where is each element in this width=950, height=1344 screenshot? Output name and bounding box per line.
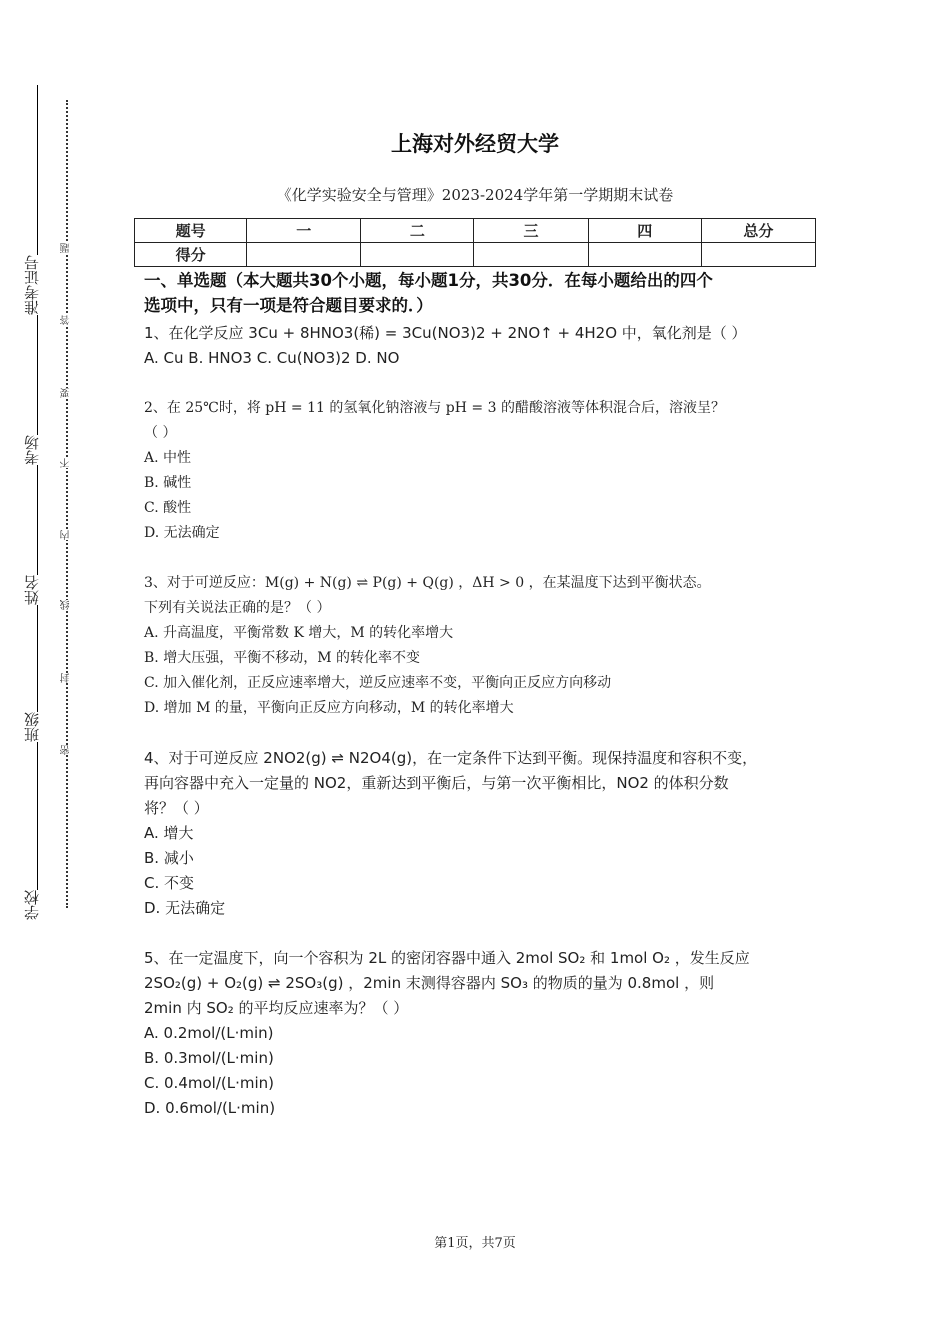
score-table-row <box>135 243 816 267</box>
seal-char: 密 <box>61 745 72 755</box>
score-cell[interactable] <box>588 243 701 267</box>
field-exam-number-label: 准考证号 <box>20 255 44 315</box>
field-school-label: 学校 <box>20 890 44 920</box>
option-a: A. 升高温度，平衡常数 K 增大，M 的转化率增大 <box>144 625 454 641</box>
question-5 <box>144 946 819 1121</box>
option-c: C. 不变 <box>144 874 195 892</box>
score-table-header-row <box>135 219 816 243</box>
question-options-line: A. Cu B. HNO3 C. Cu(NO3)2 D. NO <box>144 349 400 367</box>
score-header-cell: 一 <box>247 219 361 243</box>
option-d: D. 0.6mol/(L·min) <box>144 1099 276 1117</box>
seal-char: 题 <box>61 243 72 253</box>
seal-char: 线 <box>61 600 72 610</box>
option-b: B. 减小 <box>144 849 194 867</box>
page-footer: 第1页，共7页 <box>434 1236 516 1251</box>
seal-char: 要 <box>61 388 72 398</box>
score-cell[interactable] <box>701 243 815 267</box>
score-cell[interactable] <box>247 243 361 267</box>
exam-subtitle: 《化学实验安全与管理》2023-2024学年第一学期期末试卷 <box>276 186 674 204</box>
question-4 <box>144 746 819 921</box>
section-heading-line: 一、单选题（本大题共30个小题，每小题1分，共30分．在每小题给出的四个 <box>144 271 713 290</box>
question-1 <box>144 321 819 371</box>
option-c: C. 0.4mol/(L·min) <box>144 1074 274 1092</box>
option-a: A. 0.2mol/(L·min) <box>144 1024 274 1042</box>
score-cell[interactable] <box>361 243 474 267</box>
question-stem-line: 再向容器中充入一定量的 NO2，重新达到平衡后，与第一次平衡相比，NO2 的体积分数 <box>144 774 729 792</box>
section-heading-line: 选项中，只有一项是符合题目要求的．） <box>144 296 433 315</box>
question-stem-line: 2、在 25℃时，将 pH = 11 的氢氧化钠溶液与 pH = 3 的醋酸溶液等体积混合后，溶液呈？ <box>144 400 725 416</box>
option-b: B. 碱性 <box>144 475 192 491</box>
question-stem-line: 1、在化学反应 3Cu + 8HNO3(稀) = 3Cu(NO3)2 + 2NO↑ + 4H2O 中，氧化剂是（ ） <box>144 324 747 342</box>
seal-char: 答 <box>61 315 72 325</box>
option-c: C. 加入催化剂，正反应速率增大，逆反应速率不变，平衡向正反应方向移动 <box>144 675 612 691</box>
question-2 <box>144 396 819 546</box>
seal-dotted-line <box>66 100 68 908</box>
page-title: 上海对外经贸大学 <box>391 132 559 156</box>
binding-solid-line <box>37 85 38 920</box>
field-class-label: 班级 <box>20 712 44 742</box>
seal-char: 封 <box>61 673 72 683</box>
question-stem-line: 3、对于可逆反应：M(g) + N(g) ⇌ P(g) + Q(g) ，ΔH > 0 ，在某温度下达到平衡状态。 <box>144 575 711 591</box>
option-c: C. 酸性 <box>144 500 192 516</box>
option-a: A. 中性 <box>144 450 192 466</box>
field-name-label: 姓名 <box>20 575 44 605</box>
seal-char: 内 <box>61 530 72 540</box>
question-stem-line: （ ） <box>144 425 177 441</box>
option-d: D. 增加 M 的量，平衡向正反应方向移动，M 的转化率增大 <box>144 700 514 716</box>
score-header-cell: 四 <box>588 219 701 243</box>
section-heading <box>144 268 819 318</box>
question-3 <box>144 571 819 721</box>
score-header-cell: 总分 <box>701 219 815 243</box>
score-header-cell: 题号 <box>135 219 247 243</box>
score-header-cell: 三 <box>474 219 588 243</box>
question-stem-line: 2min 内 SO₂ 的平均反应速率为？（ ） <box>144 999 409 1017</box>
option-b: B. 增大压强，平衡不移动，M 的转化率不变 <box>144 650 420 666</box>
score-header-cell: 二 <box>361 219 474 243</box>
question-stem-line: 下列有关说法正确的是？（ ） <box>144 600 331 616</box>
option-d: D. 无法确定 <box>144 525 220 541</box>
option-a: A. 增大 <box>144 824 194 842</box>
option-d: D. 无法确定 <box>144 899 226 917</box>
field-exam-room-label: 考场 <box>20 435 44 465</box>
seal-char: 不 <box>61 458 72 468</box>
score-table <box>134 218 816 267</box>
exam-content <box>144 268 819 1121</box>
question-stem-line: 4、对于可逆反应 2NO2(g) ⇌ N2O4(g)，在一定条件下达到平衡。现保持温度和容积不变， <box>144 749 758 767</box>
question-stem-line: 2SO₂(g) + O₂(g) ⇌ 2SO₃(g) ，2min 末测得容器内 SO₃ 的物质的量为 0.8mol ，则 <box>144 974 715 992</box>
option-b: B. 0.3mol/(L·min) <box>144 1049 274 1067</box>
score-row-label: 得分 <box>135 243 247 267</box>
question-stem-line: 5、在一定温度下，向一个容积为 2L 的密闭容器中通入 2mol SO₂ 和 1mol O₂ ，发生反应 <box>144 949 750 967</box>
score-cell[interactable] <box>474 243 588 267</box>
question-stem-line: 将？（ ） <box>144 799 209 817</box>
